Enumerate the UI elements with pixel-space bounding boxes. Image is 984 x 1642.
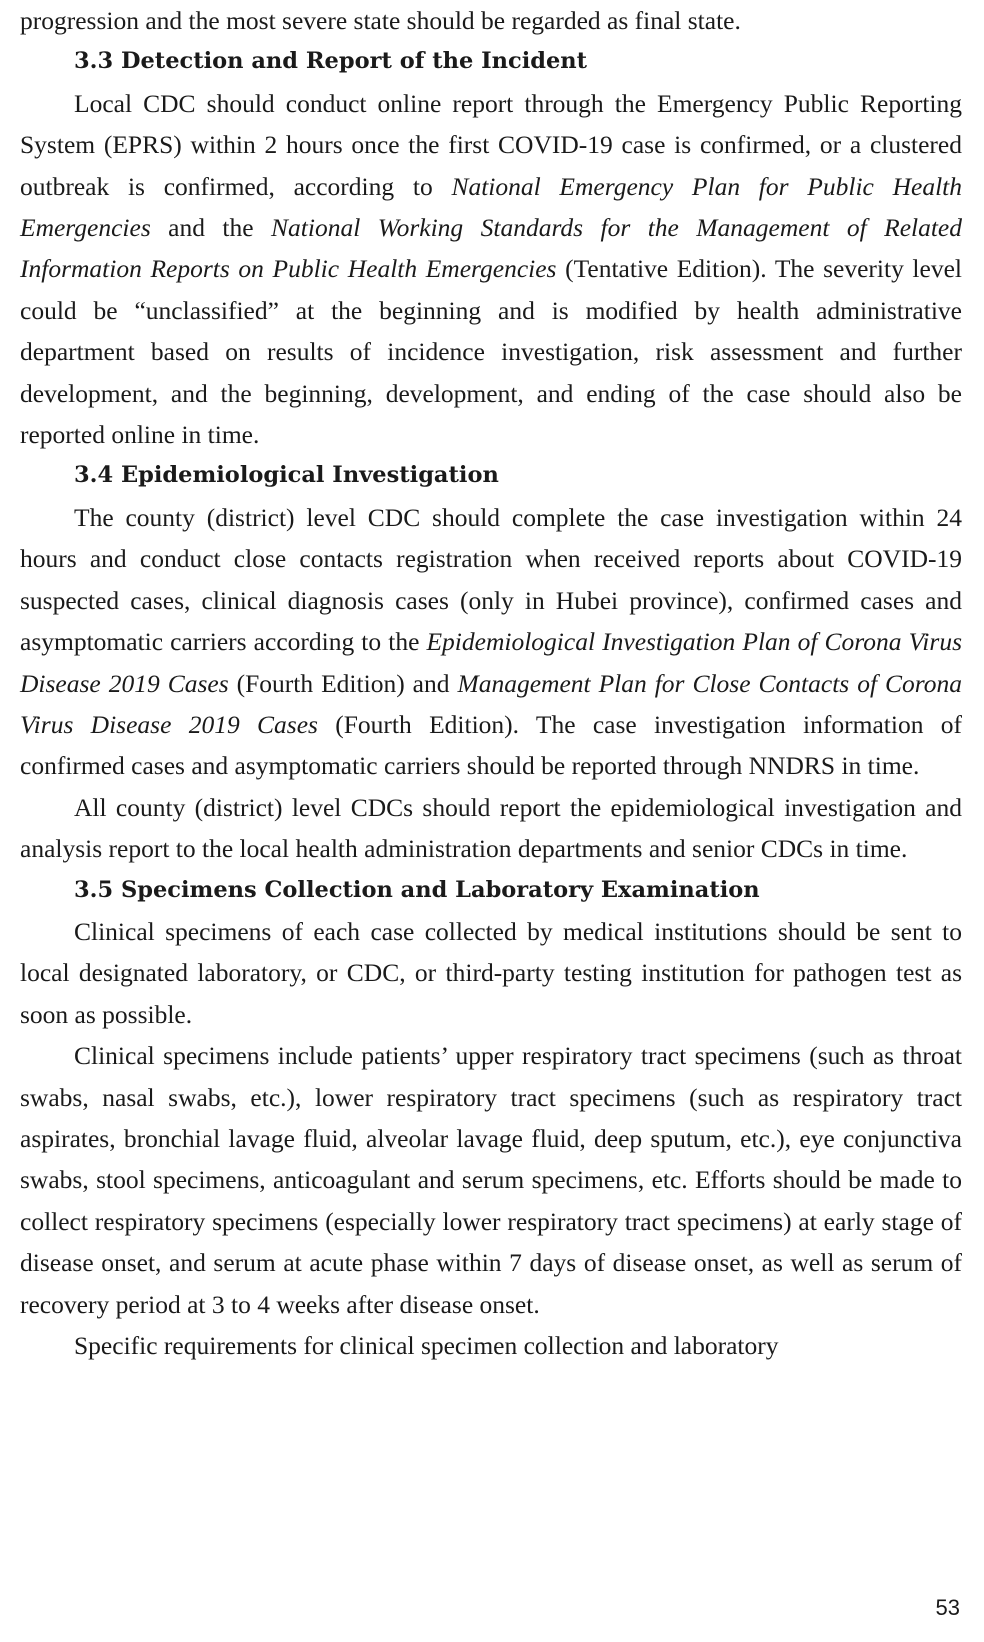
- paragraph-investigation: [20, 497, 962, 787]
- paragraph-cdc-report: All county (district) level CDCs should report the epidemiological investigation and analysis report to the local health administration departments and senior CDCs in time.: [20, 792, 962, 864]
- paragraph-specimens-sent: Clinical specimens of each case collected by medical institutions should be sent to local designated laboratory, or CDC, or third-party testing institution for pathogen test as soon as possible.: [20, 916, 962, 1029]
- text-run: (Fourth Edition). The case investigation information of confirmed cases and asymptomatic carriers should be reported through NNDRS in time.: [20, 709, 962, 781]
- paragraph-requirements: Specific requirements for clinical specimen collection and laboratory: [74, 1331, 779, 1360]
- text-run: (Fourth Edition) and: [228, 668, 458, 698]
- page-number: 53: [935, 1595, 960, 1620]
- paragraph-specimen-types: Clinical specimens include patients’ upper respiratory tract specimens (such as throat swabs, nasal swabs, etc.), lower respiratory tract specimens (such as respiratory tract aspirates, bronchial lavage fluid, alveolar lavage fluid, deep sputum, etc.), eye conjunctiva swabs, stool specimens, anticoagulant and serum specimens, etc. Efforts should be made to collect respiratory specimens (especially lower respiratory tract specimens) at early stage of disease onset, and serum at acute phase within 7 days of disease onset, as well as serum of recovery period at 3 to 4 weeks after disease onset.: [20, 1041, 962, 1319]
- text-run: The county (district) level CDC should complete the case investigation within 24 hours and conduct close contacts registration when received reports about COVID-19 suspected cases, clinical diagnosis cases (only in Hubei province), confirmed cases and asymptomatic carriers according to the: [20, 502, 962, 657]
- section-heading-3-4: 3.4 Epidemiological Investigation: [74, 462, 499, 489]
- text-run: and the: [150, 213, 272, 243]
- section-heading-3-3: 3.3 Detection and Report of the Incident: [74, 48, 588, 75]
- text-run: Local CDC should conduct online report through the Emergency Public Reporting System (EPRS) within 2 hours once the first COVID-19 case is confirmed, or a clustered outbreak is confirmed, according to: [20, 88, 962, 201]
- italic-title: Epidemiological Investigation Plan of Corona Virus Disease 2019 Cases: [20, 627, 962, 698]
- paragraph-continuation: progression and the most severe state should be regarded as final state.: [20, 6, 741, 35]
- paragraph-incident-report: [20, 83, 962, 456]
- italic-title: Management Plan for Close Contacts of Corona Virus Disease 2019 Cases: [20, 668, 962, 739]
- italic-title: National Emergency Plan for Public Health Emergencies: [20, 171, 962, 243]
- italic-title: National Working Standards for the Management of Related Information Reports on Public Health Emergencies: [20, 213, 962, 284]
- section-heading-3-5: 3.5 Specimens Collection and Laboratory Examination: [74, 876, 760, 903]
- document-page: [20, 0, 962, 1366]
- text-run: (Tentative Edition). The severity level could be “unclassified” at the beginning and is modified by health administrative department based on results of incidence investigation, risk assessment and further development, and the beginning, development, and ending of the case should also be reported online in time.: [20, 254, 962, 450]
